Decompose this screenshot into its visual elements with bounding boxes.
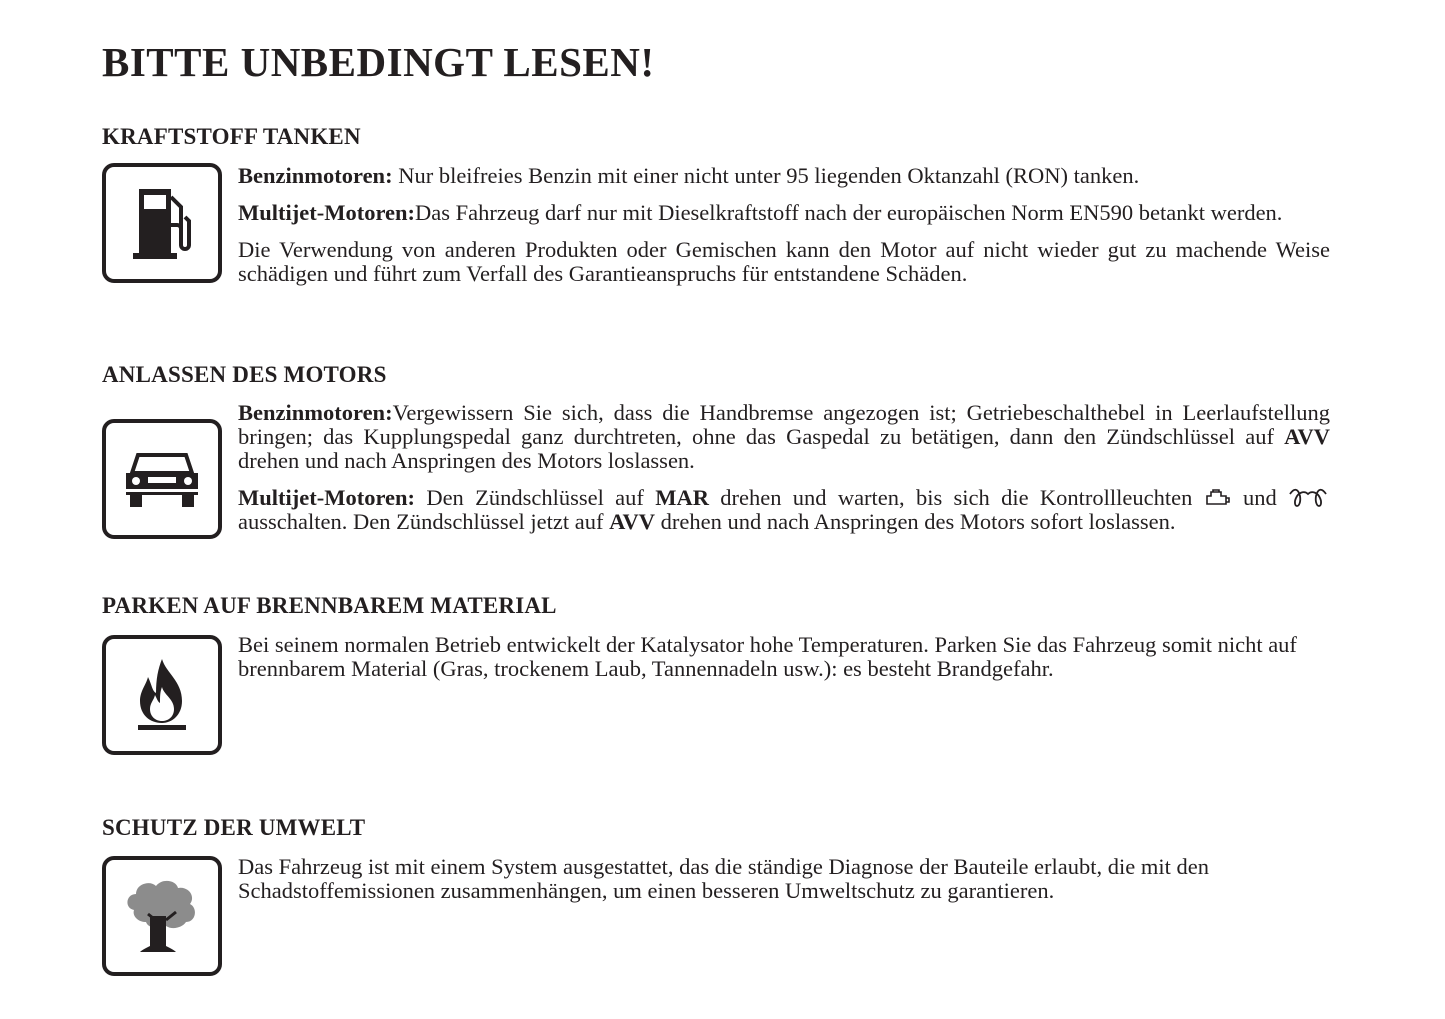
fuel-icon-box [102, 163, 222, 283]
glow-plug-icon [1288, 488, 1330, 508]
section-heading-parking: PARKEN AUF BRENNBAREM MATERIAL [102, 593, 557, 618]
start-icon-box [102, 419, 222, 539]
page-title: BITTE UNBEDINGT LESEN! [102, 39, 655, 85]
environment-paragraph: Das Fahrzeug ist mit einem System ausgestattet, das die ständige Diagnose der Bauteile erlaubt, die mit den Schadstoffemissionen zusammenhängen, um einen besseren Umweltschutz zu garantieren. [238, 854, 1210, 903]
fuel-text [238, 164, 1330, 299]
parking-paragraph: Bei seinem normalen Betrieb entwickelt der Katalysator hohe Temperaturen. Parken Sie das Fahrzeug somit nicht auf brennbarem Material (Gras, trockenem Laub, Tannennadeln usw.): es besteht Brandgefahr. [238, 632, 1297, 681]
tree-icon [122, 876, 202, 956]
parking-text [238, 633, 1330, 694]
start-text [238, 401, 1330, 547]
fuel-paragraph-petrol: Benzinmotoren: Nur bleifreies Benzin mit einer nicht unter 95 liegenden Oktanzahl (RON) tanken. [238, 163, 1140, 188]
parking-icon-box [102, 635, 222, 755]
fuel-pump-icon [127, 185, 197, 261]
section-heading-start: ANLASSEN DES MOTORS [102, 362, 387, 387]
section-heading-environment: SCHUTZ DER UMWELT [102, 815, 366, 840]
start-paragraph-petrol: Benzinmotoren:Vergewissern Sie sich, dass die Handbremse angezogen ist; Getriebeschalthebel in Leerlaufstellung bringen; das Kupplungspedal ganz durchtreten, ohne das Gaspedal zu betätigen, dann den Zündschlüssel auf AVV drehen und nach Anspringen des Motors loslassen. [238, 400, 1330, 473]
fuel-paragraph-warning: Die Verwendung von anderen Produkten oder Gemischen kann den Motor auf nicht wieder gut zu machende Weise schädigen und führt zum Verfall des Garantieanspruchs für entstandene Schäden. [238, 237, 1330, 286]
section-heading-fuel: KRAFTSTOFF TANKEN [102, 124, 361, 149]
environment-text [238, 855, 1330, 916]
flame-icon [132, 657, 192, 733]
environment-icon-box [102, 856, 222, 976]
start-paragraph-diesel: Multijet-Motoren: Den Zündschlüssel auf MAR drehen und warten, bis sich die Kontrollleuchten und ausschalten. Den Zündschlüssel jetzt auf AVV drehen und nach Anspringen des Motors sofort loslassen. [238, 486, 1330, 534]
car-front-icon [122, 447, 202, 511]
engine-warning-icon [1204, 488, 1232, 508]
fuel-paragraph-diesel: Multijet-Motoren:Das Fahrzeug darf nur mit Dieselkraftstoff nach der europäischen Norm EN590 betankt werden. [238, 200, 1283, 225]
